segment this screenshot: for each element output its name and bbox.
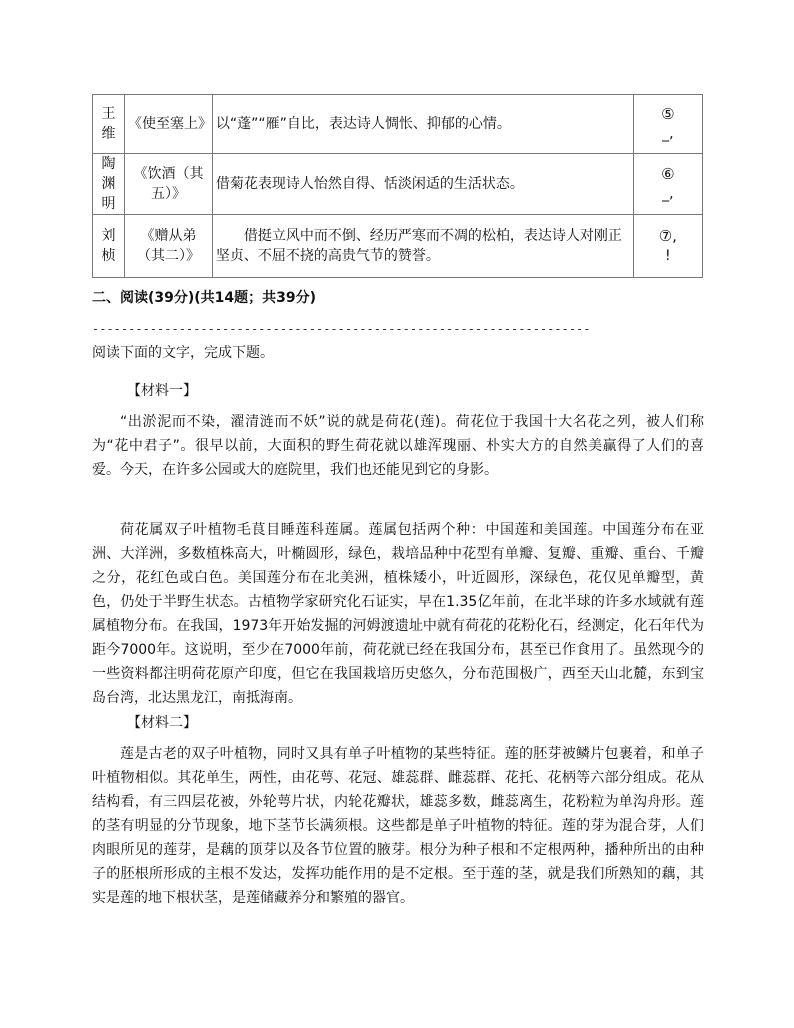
material-two-title: 【材料二】: [127, 715, 197, 731]
material-one-title: 【材料一】: [127, 383, 197, 399]
table-row: [93, 215, 703, 278]
poem-table: [92, 94, 703, 278]
poem-title: 《赠从弟（其二）》: [136, 228, 200, 264]
blank-cell[interactable]: [633, 215, 702, 278]
material-one-paragraph: 荷花属双子叶植物毛茛目睡莲科莲属。莲属包括两个种：中国莲和美国莲。中国莲分布在亚洲、大洋洲，多数植株高大，叶椭圆形，绿色，栽培品种中花型有单瓣、复瓣、重瓣、重台、千瓣之分，花红色或白色。美国莲分布在北美洲，植株矮小，叶近圆形，深绿色，花仅见单瓣型，黄色，仍处于半野生状态。古植物学家研究化石证实，早在1.35亿年前，在北半球的许多水域就有莲属植物分布。在我国，1973年开始发掘的河姆渡遗址中就有荷花的花粉化石，经测定，化石年代为距今7000年。这说明，至少在7000年前，荷花就已经在我国分布，甚至已作食用了。虽然现今的一些资料都注明荷花原产印度，但它在我国栽培历史悠久，分布范围极广，西至天山北麓，东到宝岛台湾，北达黑龙江，南抵海南。: [92, 522, 704, 706]
author-name: 刘桢: [101, 228, 116, 264]
blank-cell[interactable]: [633, 95, 702, 154]
poem-cell: [125, 154, 213, 215]
table-row: [93, 154, 703, 215]
poem-cell: [125, 215, 213, 278]
blank-number: ⑤: [661, 105, 675, 123]
blank-line: _,: [662, 126, 674, 142]
description-cell: [212, 95, 633, 154]
author-name: 陶渊明: [101, 156, 116, 212]
blank-line: !: [665, 248, 671, 264]
blank-number: ⑥: [661, 165, 675, 183]
description-cell: [212, 154, 633, 215]
poem-cell: [125, 95, 213, 154]
poem-title: 《饮酒（其五）》: [133, 166, 204, 202]
blank-number: ⑦,: [658, 227, 677, 245]
author-cell: [93, 215, 125, 278]
poem-description: 以“蓬”“雁”自比，表达诗人惆怅、抑郁的心情。: [215, 116, 511, 132]
poem-description: 借菊花表现诗人怡然自得、恬淡闲适的生活状态。: [215, 176, 524, 192]
author-name: 王维: [101, 106, 116, 142]
section-title: 二、阅读(39分)(共14题；共39分): [92, 290, 317, 306]
blank-cell[interactable]: [633, 154, 702, 215]
section-divider: ---------------------------------------------------------------------: [92, 322, 591, 336]
poem-description: 借挺立风中而不倒、经历严寒而不凋的松柏，表达诗人对刚正坚贞、不屈不挠的高贵气节的赞誉。: [215, 228, 622, 264]
description-cell: [212, 215, 633, 278]
author-cell: [93, 95, 125, 154]
material-one-paragraph: “出淤泥而不染，濯清涟而不妖”说的就是荷花(莲)。荷花位于我国十大名花之列，被人们称为“花中君子”。很早以前，大面积的野生荷花就以雄浑瑰丽、朴实大方的自然美赢得了人们的喜爱。今天，在许多公园或大的庭院里，我们也还能见到它的身影。: [92, 414, 704, 478]
instruction-text: 阅读下面的文字，完成下题。: [92, 345, 274, 361]
table-row: [93, 95, 703, 154]
poem-title: 《使至塞上》: [128, 116, 213, 132]
material-two-paragraph: 莲是古老的双子叶植物，同时又具有单子叶植物的某些特征。莲的胚芽被鳞片包裹着，和单子叶植物相似。其花单生，两性，由花萼、花冠、雄蕊群、雌蕊群、花托、花柄等六部分组成。花从结构看，有三四层花被，外轮萼片状，内轮花瓣状，雄蕊多数，雌蕊离生，花粉粒为单沟舟形。莲的茎有明显的分节现象，地下茎节长满须根。这些都是单子叶植物的特征。莲的芽为混合芽，人们肉眼所见的莲芽，是藕的顶芽以及各节位置的腋芽。根分为种子根和不定根两种，播种所出的由种子的胚根所形成的主根不发达，发挥功能作用的是不定根。至于莲的茎，就是我们所熟知的藕，其实是莲的地下根状茎，是莲储藏养分和繁殖的器官。: [92, 746, 704, 906]
blank-line: _,: [662, 186, 674, 202]
author-cell: [93, 154, 125, 215]
